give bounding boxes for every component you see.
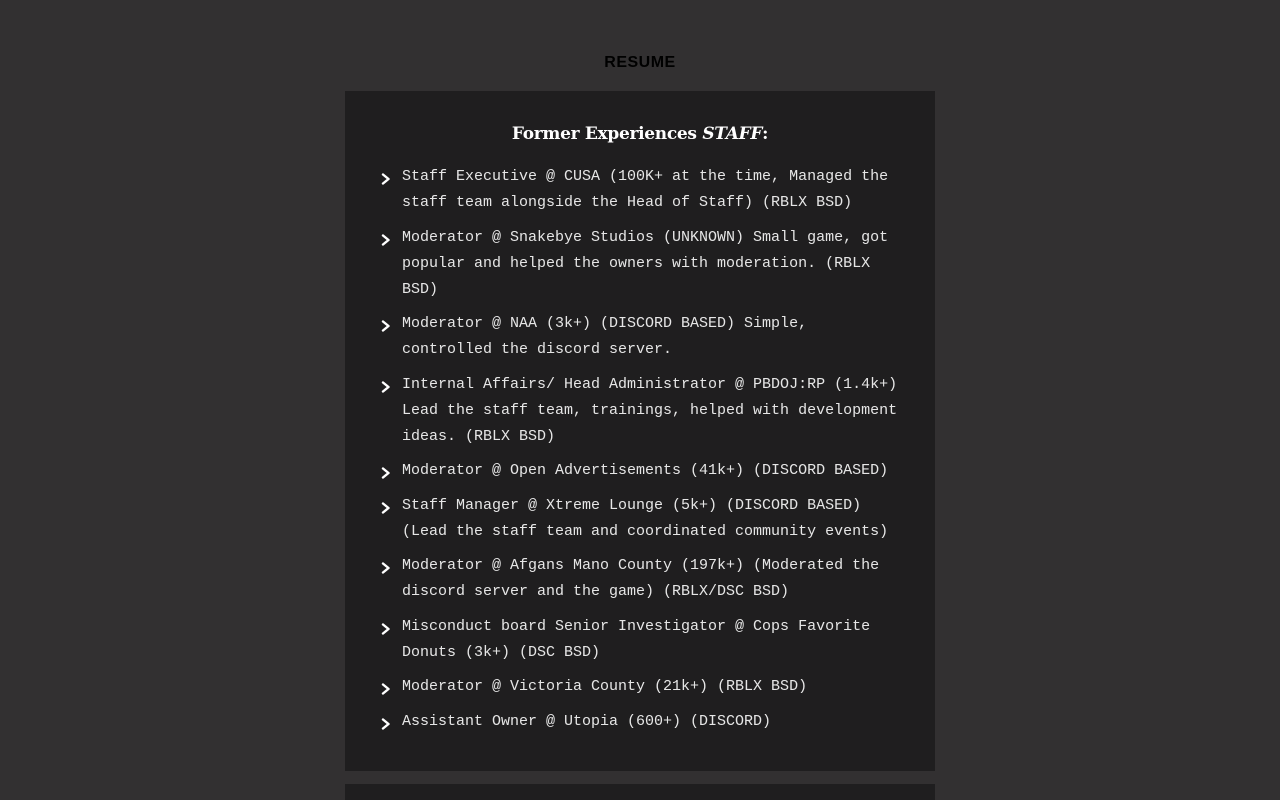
list-item-text: Moderator @ Victoria County (21k+) (RBLX BSD) bbox=[402, 678, 808, 695]
chevron-right-icon bbox=[380, 553, 392, 579]
list-item-text: Staff Manager @ Xtreme Lounge (5k+) (DISCORD BASED) (Lead the staff team and coordinated community events) bbox=[402, 496, 889, 540]
list-item-text: Moderator @ Afgans Mano County (197k+) (Moderated the discord server and the game) (RBLX/DSC BSD) bbox=[402, 557, 880, 600]
chevron-right-icon bbox=[380, 614, 392, 640]
list-item bbox=[380, 458, 900, 484]
chevron-right-icon bbox=[380, 493, 392, 519]
page-heading: RESUME bbox=[604, 54, 676, 71]
list-item-text: Internal Affairs/ Head Administrator @ PBDOJ:RP (1.4k+) Lead the staff team, trainings, helped with development ideas. (RBLX BSD) bbox=[402, 375, 898, 445]
card-title-suffix: : bbox=[762, 124, 769, 144]
chevron-right-icon bbox=[380, 674, 392, 700]
chevron-right-icon bbox=[380, 164, 392, 190]
list-item bbox=[380, 372, 900, 450]
chevron-right-icon bbox=[380, 372, 392, 398]
experience-list bbox=[380, 164, 900, 743]
list-item bbox=[380, 614, 900, 666]
chevron-right-icon bbox=[380, 709, 392, 735]
list-item-text: Moderator @ NAA (3k+) (DISCORD BASED) Simple, controlled the discord server. bbox=[402, 315, 808, 358]
list-item bbox=[380, 674, 900, 700]
card-title-prefix: Former Experiences bbox=[511, 124, 703, 144]
next-card bbox=[345, 784, 935, 800]
list-item bbox=[380, 709, 900, 735]
chevron-right-icon bbox=[380, 225, 392, 251]
list-item bbox=[380, 311, 900, 363]
list-item-text: Moderator @ Open Advertisements (41k+) (DISCORD BASED) bbox=[402, 462, 889, 479]
list-item-text: Moderator @ Snakebye Studios (UNKNOWN) Small game, got popular and helped the owners with moderation. (RBLX BSD) bbox=[402, 228, 889, 298]
list-item bbox=[380, 164, 900, 216]
list-item bbox=[380, 553, 900, 605]
chevron-right-icon bbox=[380, 311, 392, 337]
list-item bbox=[380, 225, 900, 303]
card-title-emphasis: STAFF bbox=[702, 124, 763, 144]
list-item-text: Assistant Owner @ Utopia (600+) (DISCORD) bbox=[402, 712, 772, 730]
list-item-text: Staff Executive @ CUSA (100K+ at the time, Managed the staff team alongside the Head of Staff) (RBLX BSD) bbox=[402, 168, 889, 211]
list-item-text: Misconduct board Senior Investigator @ Cops Favorite Donuts (3k+) (DSC BSD) bbox=[402, 617, 871, 661]
card-title bbox=[345, 124, 935, 144]
list-item bbox=[380, 493, 900, 545]
chevron-right-icon bbox=[380, 458, 392, 484]
